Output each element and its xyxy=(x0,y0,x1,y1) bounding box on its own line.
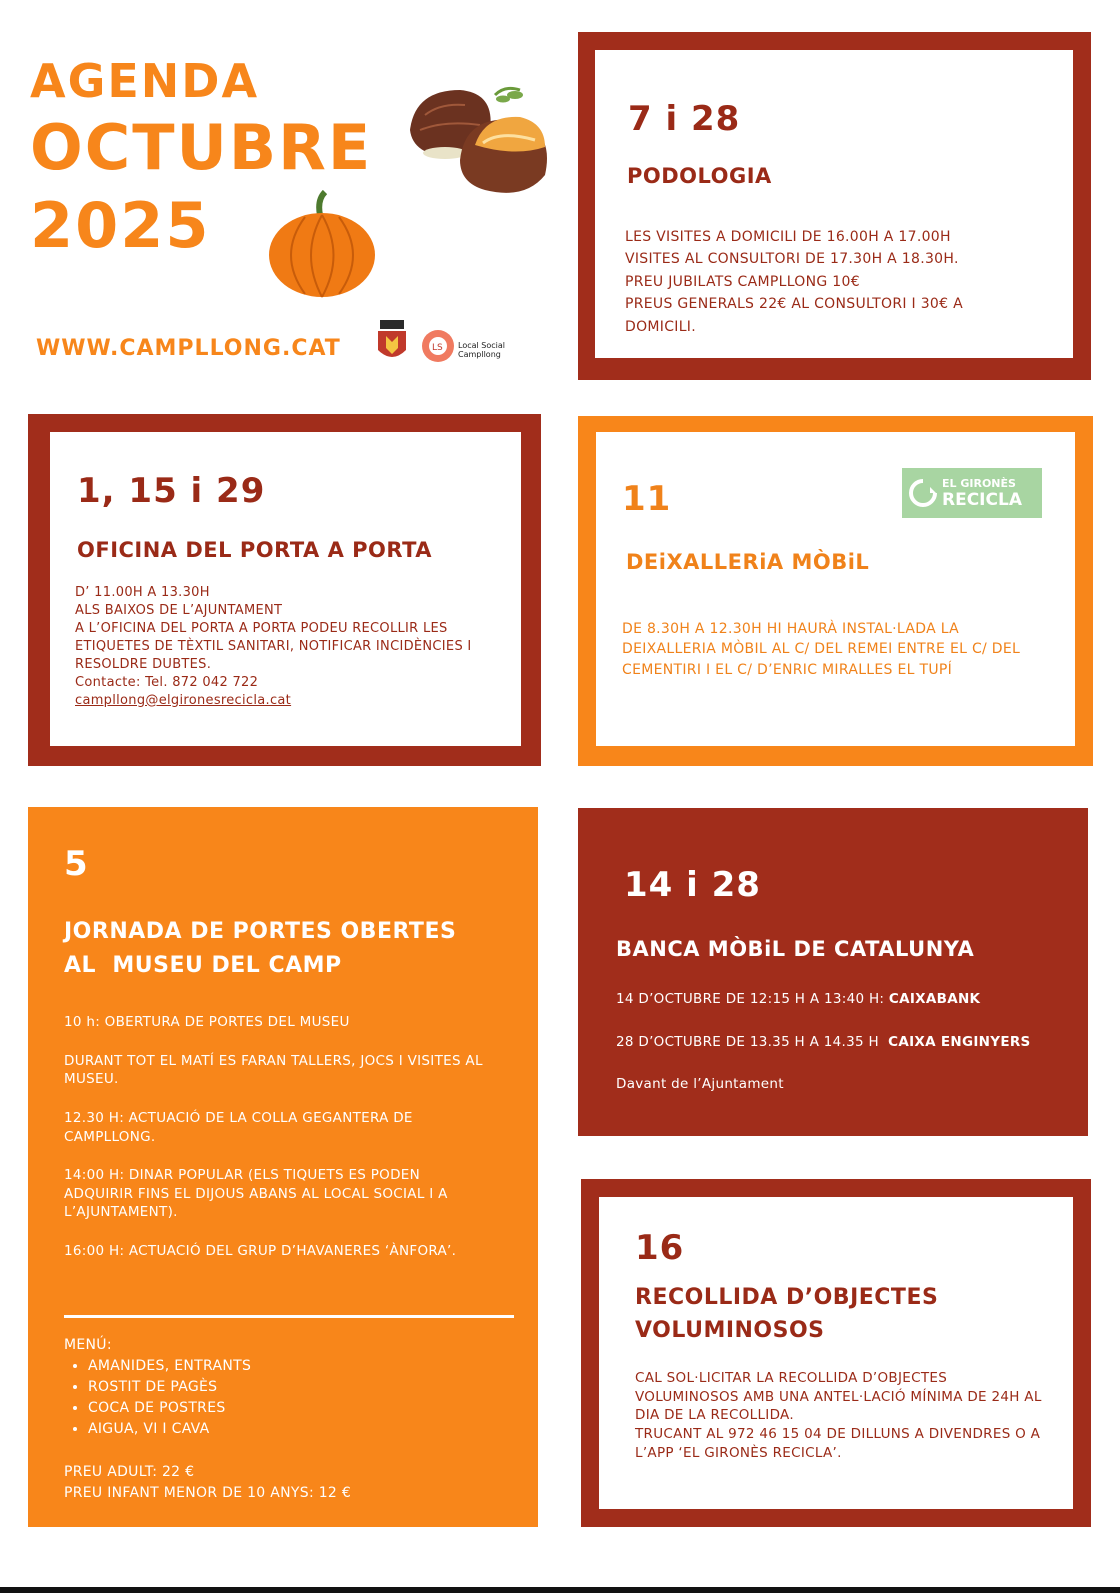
recollida-body xyxy=(635,1369,1045,1462)
recollida-title-line: VOLUMINOSOS xyxy=(635,1318,825,1343)
logo-line1: EL GIRONÈS xyxy=(942,477,1016,490)
museu-card xyxy=(28,807,538,1527)
museu-title-line: JORNADA DE PORTES OBERTES xyxy=(64,919,457,944)
pumpkin-illustration xyxy=(265,190,380,300)
banca-title: BANCA MÒBiL DE CATALUNYA xyxy=(616,937,975,961)
recollida-title xyxy=(635,1281,938,1347)
svg-text:LS: LS xyxy=(432,343,443,353)
porta-line: D’ 11.00H A 13.30H xyxy=(75,585,210,600)
podologia-line: PREUS GENERALS 22€ AL CONSULTORI I 30€ A DOMICILI. xyxy=(625,296,963,335)
coat-of-arms-logo xyxy=(372,318,412,366)
title-month: OCTUBRE xyxy=(30,111,373,184)
porta-a-porta-card xyxy=(28,414,541,766)
deixalleria-card xyxy=(578,416,1093,766)
banca-bank2: CAIXA ENGINYERS xyxy=(888,1033,1031,1050)
podologia-line: VISITES AL CONSULTORI DE 17.30H A 18.30H. xyxy=(625,251,959,268)
recollida-title-line: RECOLLIDA D’OBJECTES xyxy=(635,1285,939,1310)
porta-email-link[interactable]: campllong@elgironesrecicla.cat xyxy=(75,692,292,708)
podologia-title: PODOLOGIA xyxy=(627,164,772,188)
deixalleria-body: DE 8.30H A 12.30H HI HAURÀ INSTAL·LADA LA DEIXALLERIA MÒBIL AL C/ DEL REMEI ENTRE EL C/ DEL CEMENTIRI I EL C/ D’ENRIC MIRALLES EL TUPÍ xyxy=(622,621,1021,678)
divider xyxy=(64,1315,514,1318)
podologia-card xyxy=(578,32,1091,380)
museu-paragraph: 12.30 H: ACTUACIÓ DE LA COLLA GEGANTERA DE CAMPLLONG. xyxy=(64,1109,413,1145)
price-adult: PREU ADULT: 22 € xyxy=(64,1464,195,1480)
museu-date: 5 xyxy=(64,844,89,884)
banca-line1: 14 D’OCTUBRE DE 12:15 H A 13:40 H: xyxy=(616,991,889,1007)
porta-line: Contacte: Tel. 872 042 722 xyxy=(75,674,259,690)
bottom-border xyxy=(0,1587,1120,1593)
podologia-line: LES VISITES A DOMICILI DE 16.00H A 17.00H xyxy=(625,229,951,245)
museu-paragraph: DURANT TOT EL MATÍ ES FARAN TALLERS, JOCS I VISITES AL MUSEU. xyxy=(64,1052,483,1088)
recollida-line: CAL SOL·LICITAR LA RECOLLIDA D’OBJECTES VOLUMINOSOS AMB UNA ANTEL·LACIÓ MÍNIMA DE 24H AL DIA DE LA RECOLLIDA. xyxy=(635,1370,1042,1424)
deixalleria-date: 11 xyxy=(622,479,672,519)
logo-line2: RECICLA xyxy=(942,490,1022,510)
museu-title xyxy=(64,915,456,983)
menu-item: • COCA DE POSTRES xyxy=(88,1398,484,1419)
porta-line: A L’OFICINA DEL PORTA A PORTA PODEU RECOLLIR LES ETIQUETES DE TÈXTIL SANITARI, NOTIFICAR INCIDÈNCIES I RESOLDRE DUBTES. xyxy=(75,620,472,672)
recollida-card xyxy=(581,1179,1091,1527)
porta-line: ALS BAIXOS DE L’AJUNTAMENT xyxy=(75,602,283,618)
menu-item: • AMANIDES, ENTRANTS xyxy=(88,1356,484,1377)
podologia-line: PREU JUBILATS CAMPLLONG 10€ xyxy=(625,273,860,290)
banca-date: 14 i 28 xyxy=(624,865,761,905)
menu-label: MENÚ: xyxy=(64,1337,112,1353)
porta-body xyxy=(75,584,495,710)
museu-body xyxy=(64,1013,484,1261)
banca-location: Davant de l’Ajuntament xyxy=(616,1076,784,1093)
museu-menu xyxy=(64,1335,484,1504)
local-social-logo xyxy=(418,320,518,366)
menu-item: • AIGUA, VI I CAVA xyxy=(88,1419,484,1440)
title-agenda: AGENDA xyxy=(30,54,260,108)
banca-bank1: CAIXABANK xyxy=(888,991,981,1007)
local-social-logo-text: Local Social Campllong xyxy=(458,341,505,359)
recycle-icon xyxy=(908,478,938,508)
website-link[interactable]: WWW.CAMPLLONG.CAT xyxy=(36,336,341,361)
el-girones-recicla-logo xyxy=(902,468,1042,518)
museu-title-line: AL MUSEU DEL CAMP xyxy=(64,953,342,979)
banca-body xyxy=(616,990,1066,1094)
title-year: 2025 xyxy=(30,189,211,262)
museu-paragraph: 16:00 H: ACTUACIÓ DEL GRUP D’HAVANERES ‘ÀNFORA’. xyxy=(64,1243,457,1259)
podologia-date: 7 i 28 xyxy=(628,99,741,139)
podologia-body xyxy=(625,226,1035,338)
menu-item: • ROSTIT DE PAGÈS xyxy=(88,1377,484,1398)
porta-title: OFICINA DEL PORTA A PORTA xyxy=(77,538,433,562)
price-child: PREU INFANT MENOR DE 10 ANYS: 12 € xyxy=(64,1485,352,1501)
porta-date: 1, 15 i 29 xyxy=(77,471,266,511)
banca-line2: 28 D’OCTUBRE DE 13.35 H A 14.35 H xyxy=(616,1033,889,1050)
museu-paragraph: 10 h: OBERTURA DE PORTES DEL MUSEU xyxy=(64,1014,350,1030)
museu-paragraph: 14:00 H: DINAR POPULAR (ELS TIQUETS ES PODEN ADQUIRIR FINS EL DIJOUS ABANS AL LOCAL SOCIAL I A L’AJUNTAMENT). xyxy=(64,1167,448,1221)
chestnuts-illustration xyxy=(405,85,560,200)
recollida-date: 16 xyxy=(635,1228,685,1268)
recollida-line: TRUCANT AL 972 46 15 04 DE DILLUNS A DIVENDRES O A L’APP ‘EL GIRONÈS RECICLA’. xyxy=(635,1425,1041,1461)
deixalleria-title: DEiXALLERiA MÒBiL xyxy=(626,550,870,574)
menu-list xyxy=(64,1356,484,1440)
banca-mobil-card xyxy=(578,808,1088,1136)
